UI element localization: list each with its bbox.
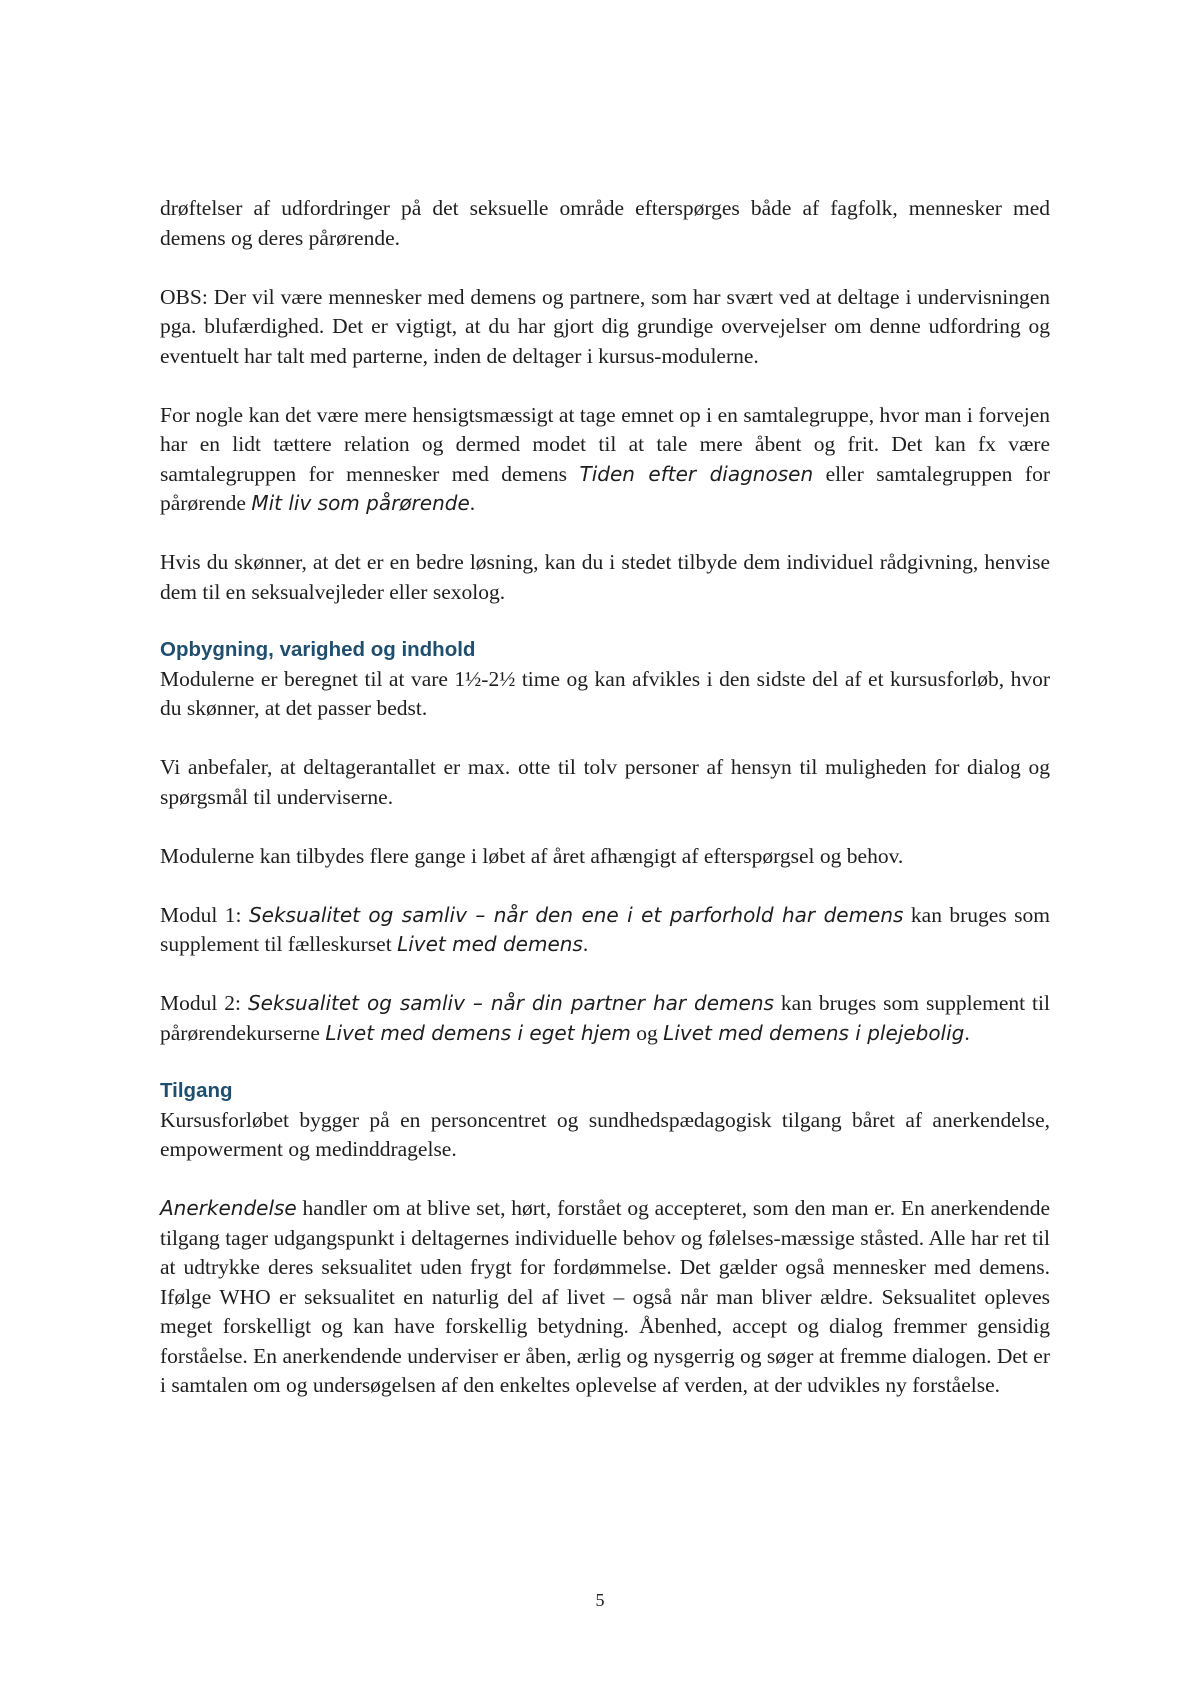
page-number: 5 — [595, 1590, 605, 1610]
paragraph-kursusforloeb: Kursusforløbet bygger på en personcentret og sundhedspædagogisk tilgang båret af anerkendelse, empowerment og medinddragelse. — [160, 1107, 1050, 1161]
paragraph-raadgivning: Hvis du skønner, at det er en bedre løsning, kan du i stedet tilbyde dem individuel rådgivning, henvise dem til en seksualvejleder eller sexolog. — [160, 550, 1050, 604]
paragraph-varighed: Modulerne er beregnet til at vare 1½-2½ time og kan afvikles i den sidste del af et kursusforløb, hvor du skønner, at det passer bedst. — [160, 666, 1050, 720]
text-segment: . — [964, 1020, 970, 1045]
text-segment: For nogle kan det være mere hensigtsmæssigt at tage emnet op i en samtalegruppe, hvor man i forvejen har en lidt tættere relation og dermed modet til at tale mere åbent og frit. Det kan fx være samtalegruppen for mennesker med demens — [160, 402, 1050, 486]
text-segment: . — [582, 932, 589, 956]
text-segment: kan bruges som supplement til fælleskurset — [160, 902, 1050, 956]
paragraph-anerkendelse — [160, 1194, 1050, 1401]
paragraph-intro: drøftelser af udfordringer på det seksuelle område efterspørges både af fagfolk, mennesker med demens og deres pårørende. — [160, 196, 1050, 250]
paragraph-modul-2 — [160, 989, 1050, 1048]
text-segment: Modul 1: — [160, 902, 249, 927]
section-heading-opbygning: Opbygning, varighed og indhold — [160, 637, 476, 661]
section-heading-tilgang: Tilgang — [160, 1078, 233, 1102]
document-body — [160, 194, 1050, 1430]
italic-title: Livet med demens — [397, 932, 583, 956]
text-segment: . — [469, 491, 476, 515]
text-segment: handler om at blive set, hørt, forstået og accepteret, som den man er. En anerkendende tilgang tager udgangspunkt i deltagernes individuelle behov og følelses-mæssige ståsted. Alle har ret til at udtrykke deres seksualitet uden frygt for fordømmelse. Det gælder også mennesker med demens. Ifølge WHO er seksualitet en naturlig del af livet – også når man bliver ældre. Seksualitet opleves meget forskelligt og kan have forskellig betydning. Åbenhed, accept og dialog fremmer gensidig forståelse. En anerkendende underviser er åben, ærlig og nysgerrig og søger at fremme dialogen. Det er i samtalen om og undersøgelsen af den enkeltes oplevelse af verden, at der udvikles ny forståelse. — [160, 1196, 1050, 1397]
italic-title: Mit liv som pårørende — [251, 491, 470, 515]
paragraph-samtalegruppe — [160, 401, 1050, 519]
italic-title: Tiden efter diagnosen — [579, 461, 814, 486]
text-segment: Modul 2: — [160, 991, 248, 1015]
italic-term: Anerkendelse — [160, 1196, 297, 1220]
text-segment: eller samtalegruppen for pårørende — [160, 461, 1050, 515]
italic-title: Livet med demens i eget hjem — [325, 1020, 631, 1045]
paragraph-obs: OBS: Der vil være mennesker med demens og partnere, som har svært ved at deltage i undervisningen pga. blufærdighed. Det er vigtigt, at du har gjort dig grundige overvejelser om denne udfordring og eventuelt har talt med parterne, inden de deltager i kursus-modulerne. — [160, 284, 1050, 368]
italic-title: Seksualitet og samliv – når din partner har demens — [247, 991, 774, 1015]
text-segment: kan bruges som supplement til pårørendekurserne — [160, 991, 1050, 1045]
paragraph-modul-1 — [160, 901, 1050, 960]
text-segment: og — [630, 1020, 664, 1045]
italic-title: Livet med demens i plejebolig — [663, 1020, 965, 1045]
paragraph-tilbydes: Modulerne kan tilbydes flere gange i løbet af året afhængigt af efterspørgsel og behov. — [160, 843, 904, 868]
italic-title: Seksualitet og samliv – når den ene i et parforhold har demens — [248, 902, 904, 927]
paragraph-deltagerantal: Vi anbefaler, at deltagerantallet er max. otte til tolv personer af hensyn til muligheden for dialog og spørgsmål til underviserne. — [160, 755, 1050, 809]
